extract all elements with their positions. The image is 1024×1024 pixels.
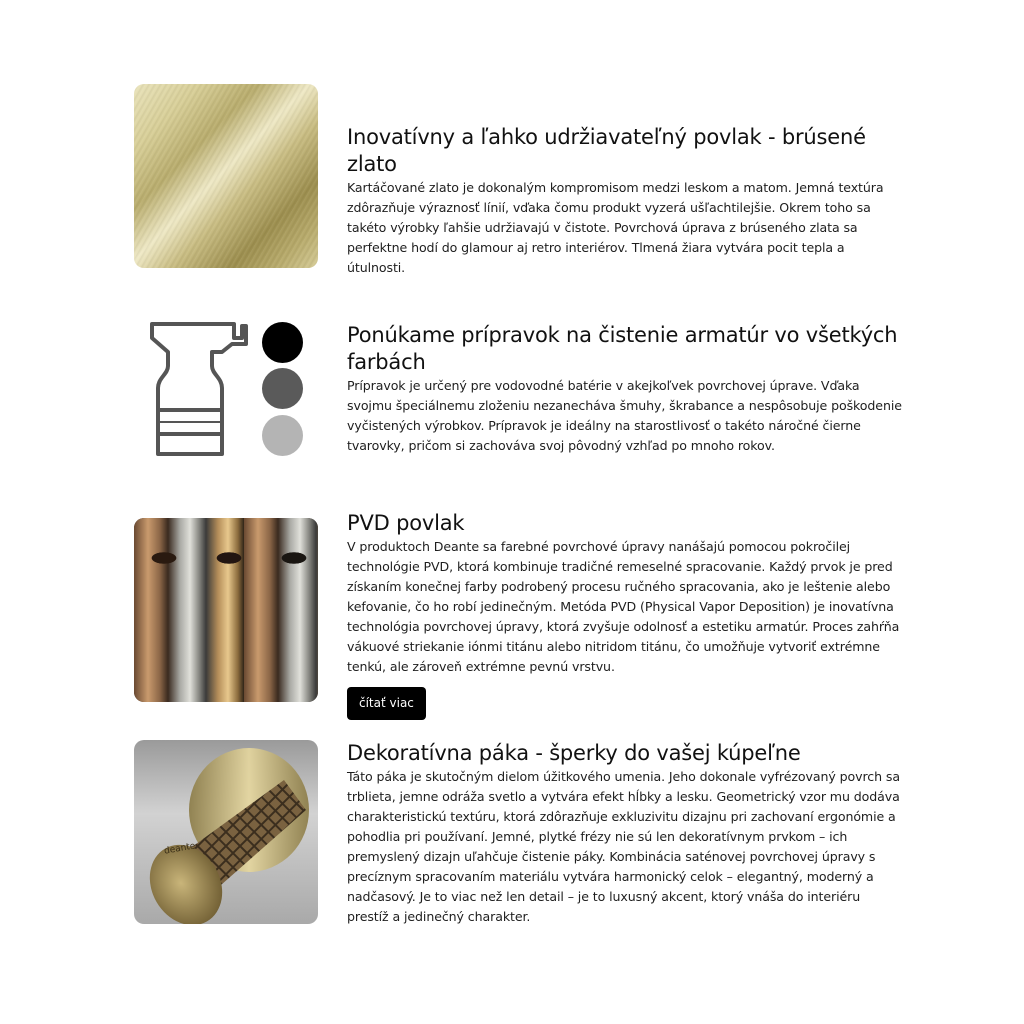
section-lever — [134, 740, 904, 940]
brushed-gold-texture — [134, 84, 318, 268]
section-cleaner — [134, 318, 904, 468]
color-swatch-gray — [262, 368, 303, 409]
lever-image — [134, 740, 318, 924]
section-pvd — [134, 510, 904, 720]
section-description: Kartáčované zlato je dokonalým kompromisom medzi leskom a matom. Jemná textúra zdôrazňuje výraznosť línií, vďaka čomu produkt vyzerá ušľachtilejšie. Okrem toho sa takéto výrobky ľahšie udržiavajú v čistote. Povrchová úprava z brúseného zlata sa perfektne hodí do glamour aj retro interiérov. Tlmená žiara vytvára pocit tepla a útulnosti. — [347, 180, 884, 275]
cleaner-graphic — [134, 318, 318, 468]
gold-lever-photo — [134, 740, 318, 924]
section-description: Táto páka je skutočným dielom úžitkového umenia. Jeho dokonale vyfrézovaný povrch sa trblieta, jemne odráža svetlo a vytvára efekt hĺbky a lesku. Geometrický vzor mu dodáva charakteristickú textúru, ktorá zdôrazňuje exkluzivitu dizajnu pri zachovaní ergonómie a pohodlia pri používaní. Jemné, plytké frézy nie sú len dekoratívnym prvkom – ich premyslený dizajn uľahčuje čistenie páky. Kombinácia saténovej povrchovej úpravy s precíznym spracovaním materiálu vytvára harmonický celok – elegantný, moderný a nadčasový. Je to viac než len detail – je to luxusný akcent, ktorý vnáša do interiéru prestíž a jedinečný charakter. — [347, 769, 900, 924]
color-swatch-light-gray — [262, 415, 303, 456]
section-title: Dekoratívna páka - šperky do vašej kúpeľne — [347, 741, 801, 765]
pvd-cups-photo — [134, 518, 318, 702]
read-more-button[interactable]: čítať viac — [347, 687, 426, 720]
pvd-image — [134, 518, 318, 702]
section-brushed-gold — [134, 84, 904, 274]
section-description: V produktoch Deante sa farebné povrchové úpravy nanášajú pomocou pokročilej technológie PVD, ktorá kombinuje tradičné remeselné spracovanie. Každý prvok je pred získaním konečnej farby podrobený procesu ručného spracovania, ako je leštenie alebo kefovanie, čo ho robí jedinečným. Metóda PVD (Physical Vapor Deposition) je inovatívna technológia povrchovej úpravy, ktorá zvyšuje odolnosť a estetiku armatúr. Proces zahŕňa vákuové striekanie iónmi titánu alebo nitridom titánu, čo umožňuje vytvoriť extrémne tenkú, ale zároveň extrémne pevnú vrstvu. — [347, 539, 900, 674]
color-swatch-black — [262, 322, 303, 363]
section-text — [347, 740, 902, 927]
section-description: Prípravok je určený pre vodovodné batérie v akejkoľvek povrchovej úprave. Vďaka svojmu špeciálnemu zloženiu nezanecháva šmuhy, škrabance a nespôsobuje poškodenie vyčistených výrobkov. Prípravok je ideálny na starostlivosť o takéto náročné čierne tvarovky, pričom si zachováva svoj pôvodný vzhľad po mnoho rokov. — [347, 378, 902, 453]
lever-illustration — [134, 740, 318, 924]
section-text — [347, 322, 902, 456]
brushed-gold-image — [134, 84, 318, 268]
section-title: Ponúkame prípravok na čistenie armatúr vo všetkých farbách — [347, 323, 898, 374]
section-title: PVD povlak — [347, 511, 465, 535]
deante-logo: deante — [163, 841, 197, 857]
section-text — [347, 510, 902, 720]
section-text — [347, 124, 902, 278]
section-title: Inovatívny a ľahko udržiavateľný povlak - brúsené zlato — [347, 125, 866, 176]
